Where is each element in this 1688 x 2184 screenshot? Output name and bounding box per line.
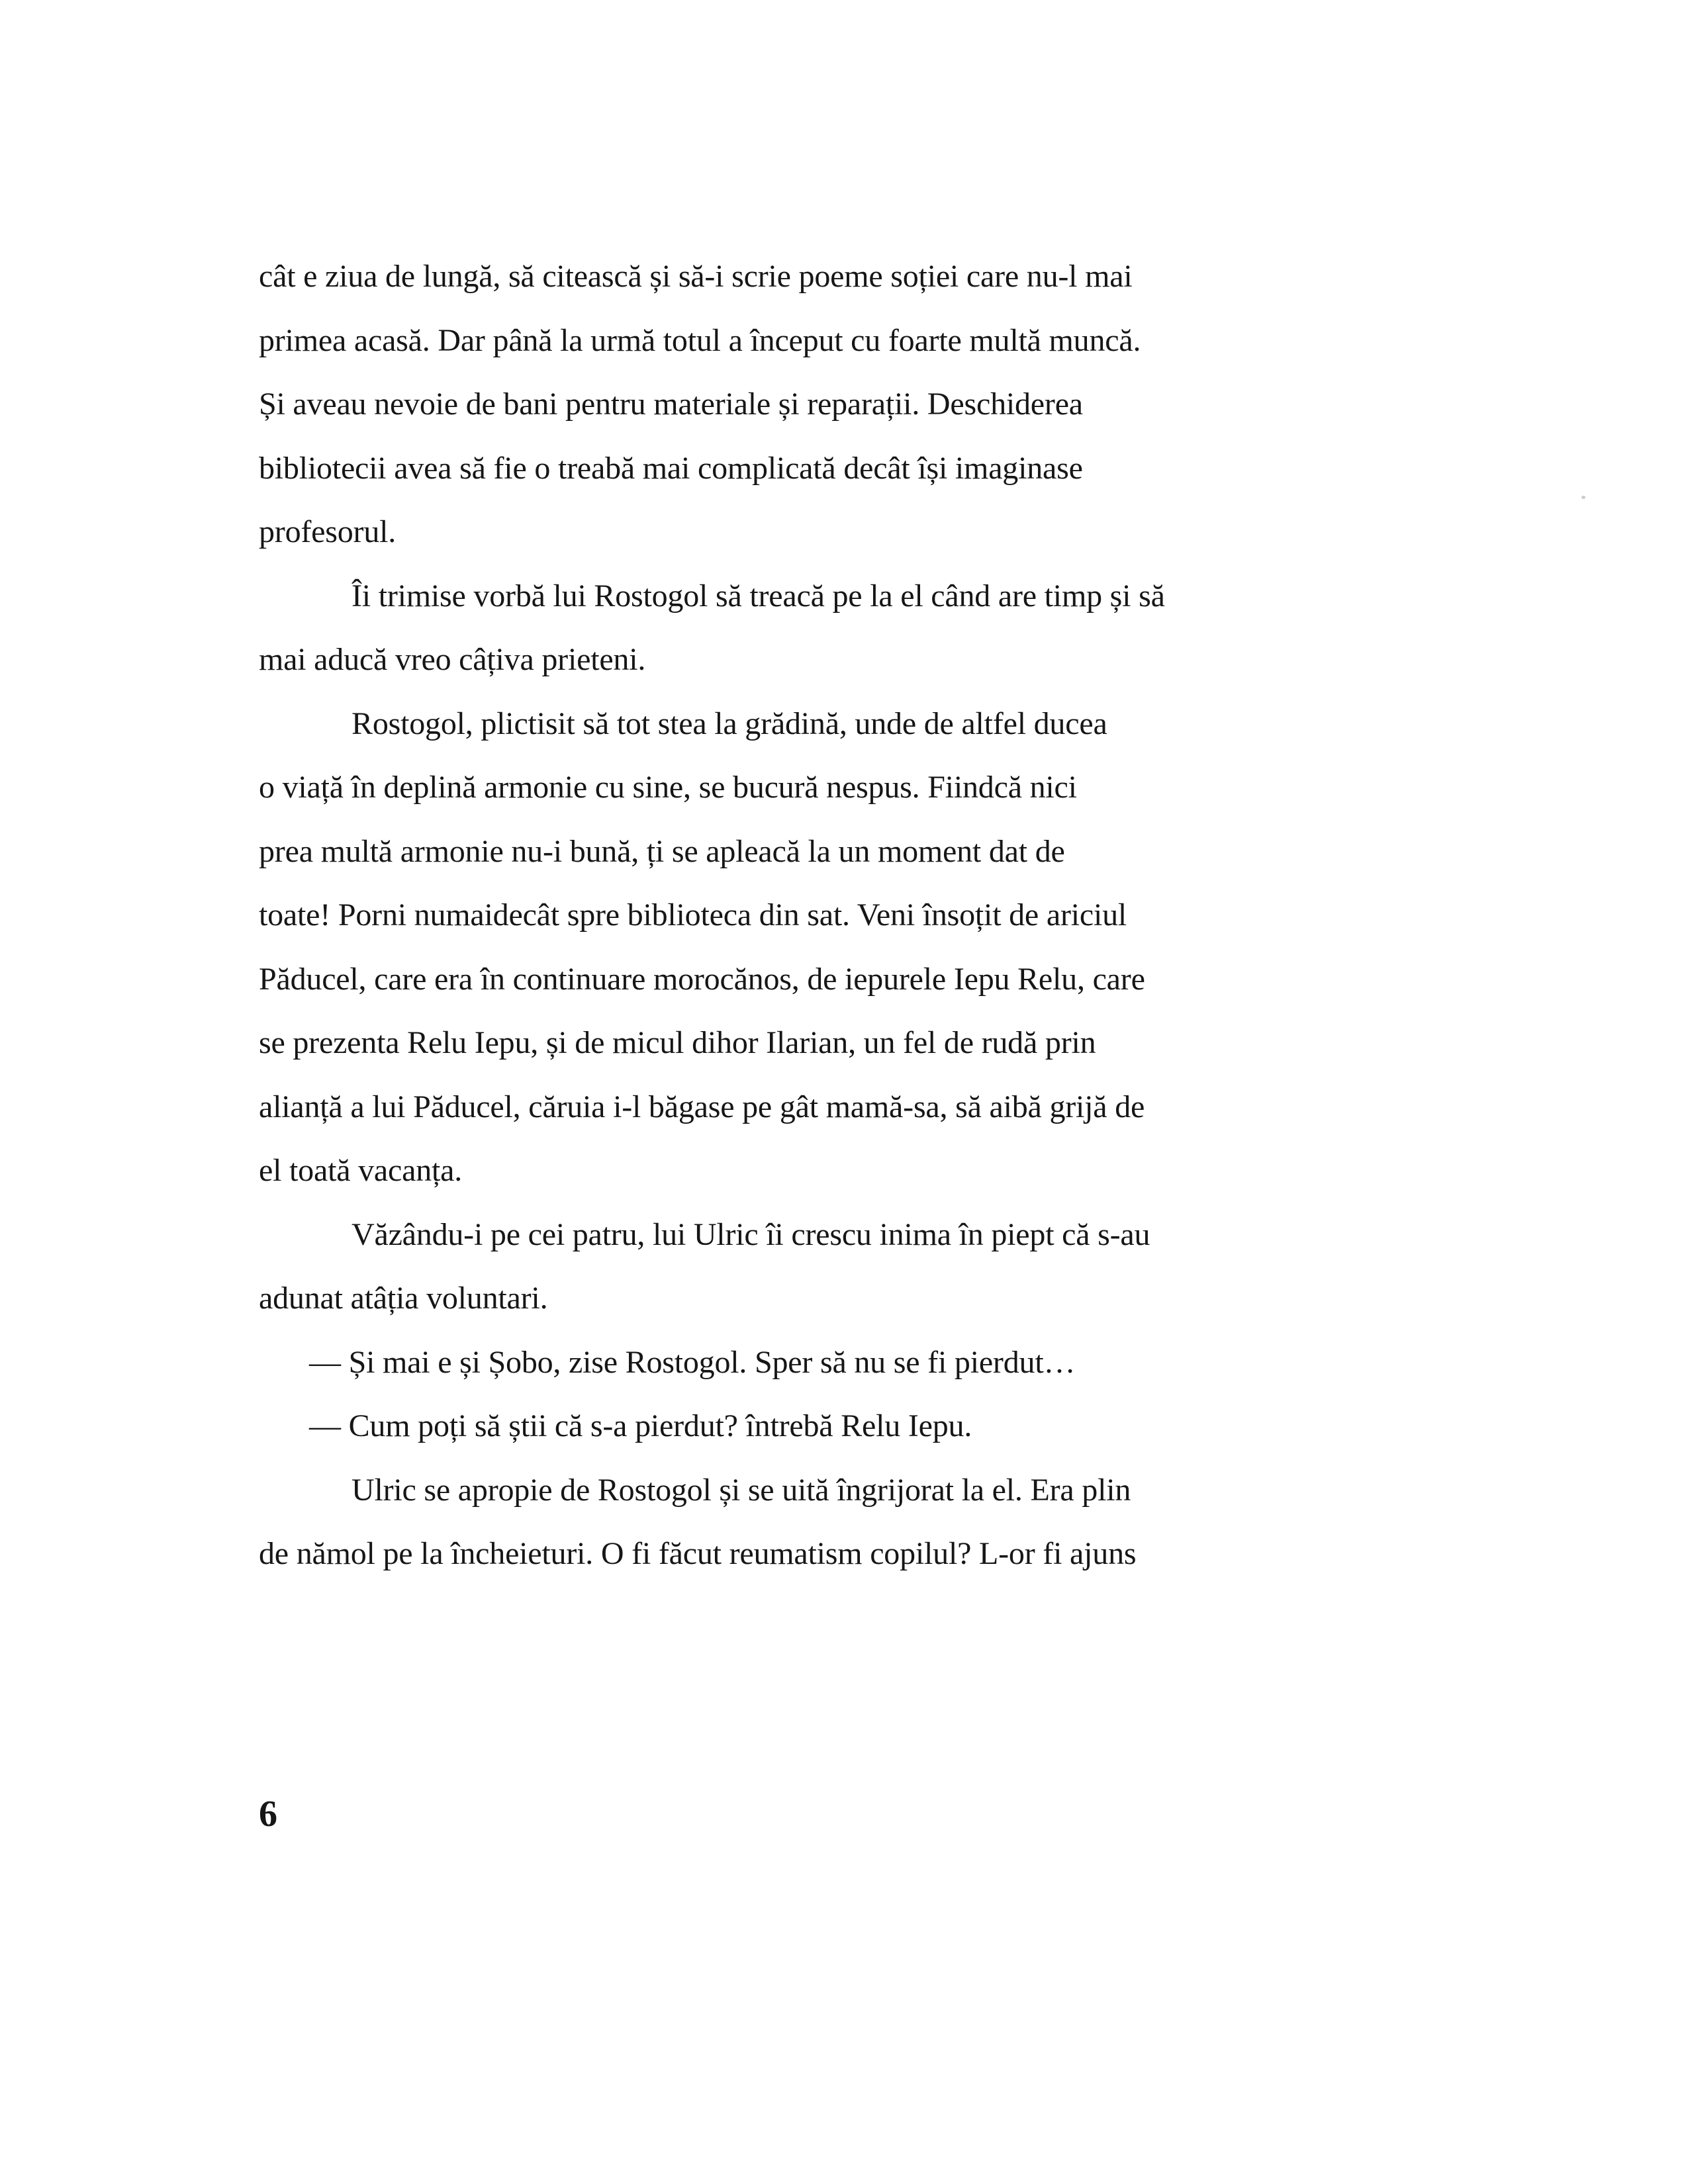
text-line: el toată vacanța. [259, 1153, 463, 1188]
text-line: adunat atâția voluntari. [259, 1281, 548, 1316]
text-line: cât e ziua de lungă, să citească și să-i scrie poeme soției care nu-l mai [259, 259, 1133, 294]
text-line: — Cum poți să știi că s-a pierdut? întrebă Relu Iepu. [309, 1408, 972, 1443]
text-line: Rostogol, plictisit să tot stea la grădină, unde de altfel ducea [352, 705, 1107, 741]
text-line: — Și mai e și Șobo, zise Rostogol. Sper să nu se fi pierdut… [309, 1344, 1076, 1380]
text-line: de nămol pe la încheieturi. O fi făcut reumatism copilul? L-or fi ajuns [259, 1536, 1137, 1571]
text-line: toate! Porni numaidecât spre biblioteca din sat. Veni însoțit de ariciul [259, 897, 1127, 933]
text-line: se prezenta Relu Iepu, și de micul dihor Ilarian, un fel de rudă prin [259, 1025, 1096, 1060]
text-line: Văzându-i pe cei patru, lui Ulric îi crescu inima în piept că s-au [352, 1216, 1150, 1252]
body-text-block [259, 245, 1397, 1586]
text-line: alianță a lui Păducel, căruia i-l băgase pe gât mamă-sa, să aibă grijă de [259, 1089, 1145, 1124]
page-number: 6 [259, 1794, 277, 1835]
text-line: o viață în deplină armonie cu sine, se bucură nespus. Fiindcă nici [259, 770, 1077, 805]
text-line: prea multă armonie nu-i bună, ți se apleacă la un moment dat de [259, 833, 1065, 869]
text-line: Ulric se apropie de Rostogol și se uită îngrijorat la el. Era plin [352, 1472, 1131, 1508]
dust-speck-artifact [1581, 496, 1585, 499]
text-line: profesorul. [259, 514, 397, 549]
text-line: bibliotecii avea să fie o treabă mai complicată decât își imaginase [259, 450, 1083, 486]
text-line: primea acasă. Dar până la urmă totul a început cu foarte multă muncă. [259, 322, 1141, 358]
text-line: Îi trimise vorbă lui Rostogol să treacă pe la el când are timp și să [352, 578, 1165, 614]
text-line: Păducel, care era în continuare morocănos, de iepurele Iepu Relu, care [259, 961, 1145, 997]
text-line: Și aveau nevoie de bani pentru materiale și reparații. Deschiderea [259, 387, 1083, 422]
text-line: mai aducă vreo câțiva prieteni. [259, 642, 646, 677]
